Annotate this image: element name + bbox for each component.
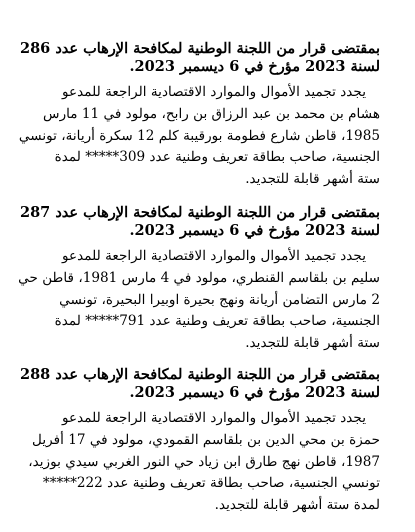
- body-line: لمدة ستة أشهر قابلة للتجديد.: [214, 497, 380, 514]
- body-line: 1985، قاطن شارع فطومة بورقيبة كلم 12 سكرة أريانة، تونسي: [18, 127, 380, 144]
- decision-body: [20, 408, 380, 517]
- body-line: الجنسية، صاحب بطاقة تعريف وطنية عدد 791***** لمدة: [54, 313, 380, 330]
- body-line: حمزة بن محي الدين بن بلقاسم القمودي، مولود في 17 أفريل: [32, 431, 380, 448]
- heading-line: بمقتضى قرار من اللجنة الوطنية لمكافحة الإرهاب عدد 288: [19, 366, 380, 383]
- decision-287: [20, 204, 380, 355]
- heading-line: لسنة 2023 مؤرخ في 6 ديسمبر 2023.: [129, 384, 380, 401]
- body-line: يجدد تجميد الأموال والموارد الاقتصادية الراجعة للمدعو: [62, 410, 366, 426]
- heading-line: بمقتضى قرار من اللجنة الوطنية لمكافحة الإرهاب عدد 287: [19, 204, 380, 221]
- decision-heading: [20, 366, 380, 402]
- body-line: هشام بن محمد بن عبد الرزاق بن رابح، مولود في 11 مارس: [42, 105, 380, 122]
- body-line: تونسي الجنسية، صاحب بطاقة تعريف وطنية عدد 222*****: [42, 475, 380, 492]
- decision-body: [20, 82, 380, 191]
- body-line: ستة أشهر قابلة للتجديد.: [245, 335, 380, 352]
- body-line: يجدد تجميد الأموال والموارد الاقتصادية الراجعة للمدعو: [62, 248, 366, 264]
- heading-line: لسنة 2023 مؤرخ في 6 ديسمبر 2023.: [129, 58, 380, 75]
- body-line: الجنسية، صاحب بطاقة تعريف وطنية عدد 309***** لمدة: [54, 149, 380, 166]
- decision-288: [20, 366, 380, 517]
- body-line: 1987، قاطن نهج طارق ابن زياد حي النور الغربي سيدي بوزيد،: [28, 453, 380, 470]
- body-line: يجدد تجميد الأموال والموارد الاقتصادية الراجعة للمدعو: [62, 84, 366, 100]
- body-line: سليم بن بلقاسم القنطري، مولود في 4 مارس 1981، قاطن حي: [18, 269, 380, 286]
- heading-line: بمقتضى قرار من اللجنة الوطنية لمكافحة الإرهاب عدد 286: [19, 40, 380, 57]
- body-line: ستة أشهر قابلة للتجديد.: [245, 171, 380, 188]
- heading-line: لسنة 2023 مؤرخ في 6 ديسمبر 2023.: [129, 222, 380, 239]
- decision-286: [20, 40, 380, 191]
- decision-body: [20, 246, 380, 355]
- decision-heading: [20, 40, 380, 76]
- body-line: 2 مارس التضامن أريانة ونهج بحيرة اوبيرا البحيرة، تونسي: [59, 291, 380, 308]
- decision-heading: [20, 204, 380, 240]
